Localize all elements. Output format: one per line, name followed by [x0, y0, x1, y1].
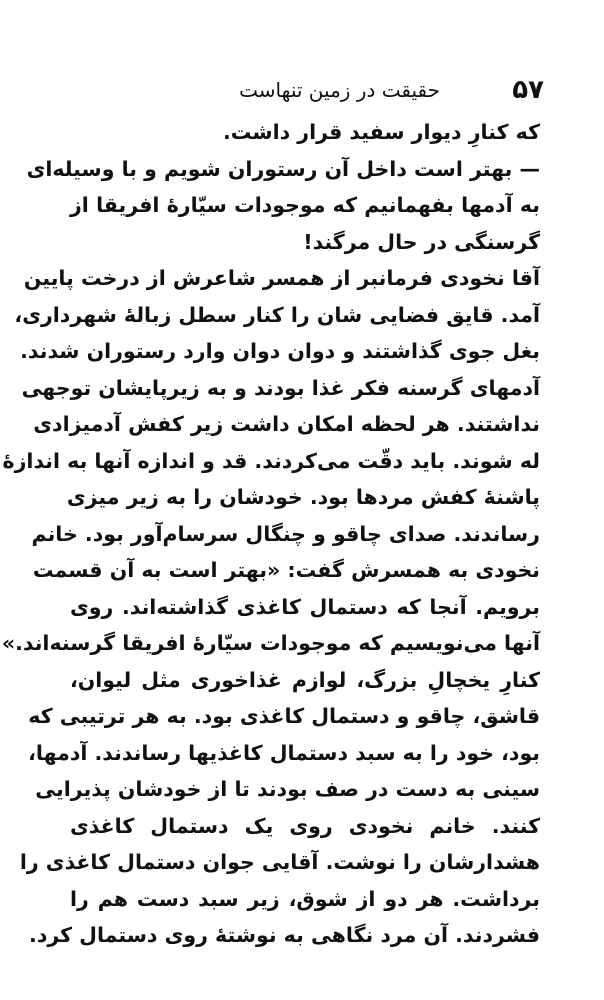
running-title: حقیقت در زمین تنهاست [239, 78, 440, 102]
text-line: قاشق، چاقو و دستمال کاغذی بود. به هر ترتیبی که [28, 704, 540, 728]
text-line: آدمهای گرسنه فکر غذا بودند و به زیرپایشان توجهی [21, 375, 540, 400]
page-header [60, 72, 544, 108]
text-line: رساندند. صدای چاقو و چنگال سرسام‌آور بود. خانم [31, 521, 540, 546]
text-line: — بهتر است داخل آن رستوران شویم و با وسیله‌ای [26, 156, 540, 181]
text-line: له شوند. باید دقّت می‌کردند. قد و اندازه آنها به اندازهٔ [2, 448, 540, 473]
text-line: آنها می‌نویسیم که موجودات سیّارهٔ افریقا گرسنه‌اند.» [1, 631, 540, 655]
text-line: به آدمها بفهمانیم که موجودات سیّارهٔ افریقا از [70, 193, 540, 217]
text-line: برداشت. هر دو از شوق، زیر سبد دست هم را [70, 886, 540, 911]
text-line: گرسنگی در حال مرگند! [303, 229, 540, 254]
text-line: بغل جوی گذاشتند و دوان دوان وارد رستوران شدند. [20, 339, 540, 363]
text-line: سینی به دست در صف بودند تا از خودشان پذیرایی [35, 777, 540, 801]
text-line: بود، خود را به سبد دستمال کاغذیها رساندند. آدمها، [28, 740, 540, 765]
body-text [1, 114, 540, 954]
text-line: کنند. خانم نخودی روی یک دستمال کاغذی [70, 813, 540, 838]
text-line: که کنارِ دیوار سفید قرار داشت. [222, 120, 540, 144]
text-line: فشردند. آن مرد نگاهی به نوشتهٔ روی دستمال کرد. [29, 923, 540, 947]
text-line: آقا نخودی فرمانبر از همسر شاعرش از درخت پایین [23, 266, 540, 290]
text-line: آمد. قایق فضایی شان را کنار سطل زبالهٔ شهرداری، [14, 302, 540, 327]
text-line: برویم. آنجا که دستمال کاغذی گذاشته‌اند. روی [70, 594, 540, 619]
text-line: کنارِ یخچالِ بزرگ، لوازم غذاخوری مثل لیوان، [70, 667, 540, 692]
text-line: هشدارشان را نوشت. آقایی جوان دستمال کاغذی را [19, 850, 540, 874]
text-line: پاشنهٔ کفش مردها بود. خودشان را به زیر میزی [66, 485, 540, 509]
text-line: نخودی به همسرش گفت: «بهتر است به آن قسمت [32, 558, 540, 582]
page-number: ۵۷ [512, 75, 544, 105]
text-line: نداشتند. هر لحظه امکان داشت زیر کفش آدمیزادی [33, 412, 540, 436]
